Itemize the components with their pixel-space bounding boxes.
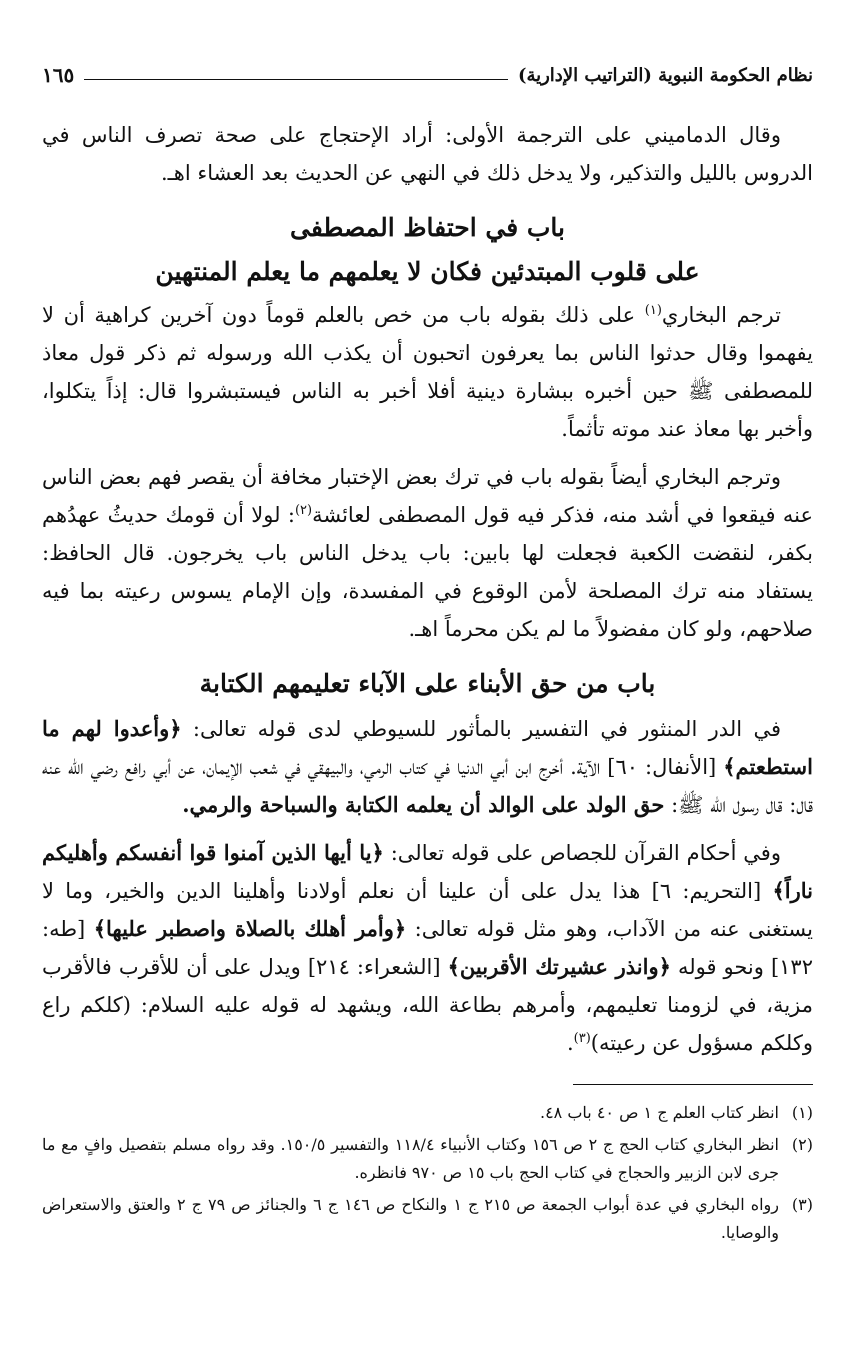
paragraph-text: على ذلك بقوله باب من خص بالعلم قوماً دون آخرين كراهية أن لا يفهموا وقال حدثوا الناس بما يعرفون اتحبون أن يكذب الله ورسوله ثم ذكر قول معاذ للمصطفى ﷺ حين أخبره ببشارة دينية أفلا أخبر به الناس فيستبشروا قال: إذاً يتكلوا، وأخبر بها معاذ عند موته تأثماً. [42, 303, 813, 441]
paragraph-text: [الشعراء: ٢١٤] ويدل على أن للأقرب فالأقرب مزية، في لزومنا تعليمهم، وأمرهم بطاعة الله، ويشهد له قوله عليه السلام: (كلكم راع وكلكم مسؤول عن رعيته) [42, 955, 813, 1055]
paragraph-durr-manthur [42, 710, 813, 824]
paragraph-text: وقال الدماميني على الترجمة الأولى: أراد الإحتجاج على صحة تصرف الناس في الدروس بالليل والتذكير، ولا يدخل ذلك في النهي عن الحديث بعد العشاء اهـ. [42, 123, 813, 185]
footnote-separator [573, 1084, 813, 1085]
paragraph-text: [التحريم: ٦] هذا يدل على أن علينا أن نعلم أولادنا وأهلينا الدين والخير، وما لا يستغنى عنه من الآداب، وهو مثل قوله تعالى: [42, 879, 813, 941]
quran-quote: ﴿وأعدوا لهم ما استطعتم﴾ [42, 716, 813, 779]
footnote-text: انظر البخاري كتاب الحج ج ٢ ص ١٥٦ وكتاب الأنبياء ١١٨/٤ والتفسير ١٥٠/٥. وقد رواه مسلم بتفصيل وافٍ مع ما جرى لابن الزبير والحجاج في كتاب الحج باب ١٥ ص ٩٧٠ فانظره. [42, 1135, 780, 1182]
footnote-2 [42, 1131, 813, 1187]
paragraph-text: في الدر المنثور في التفسير بالمأثور للسيوطي لدى قوله تعالى: [181, 717, 781, 741]
footnote-number: (٣) [791, 1195, 814, 1214]
footnote-text: رواه البخاري في عدة أبواب الجمعة ص ٢١٥ ج ١ والنكاح ص ١٤٦ ج ٦ والجنائز ص ٧٩ ج ٢ والعتق والاستعراض والوصايا. [42, 1195, 780, 1242]
footnotes [42, 1099, 813, 1247]
footnote-number: (١) [791, 1103, 813, 1122]
paragraph-text: ترجم البخاري [661, 303, 781, 327]
footnote-text: انظر كتاب العلم ج ١ ص ٤٠ باب ٤٨. [539, 1103, 779, 1122]
section-heading-line1: باب في احتفاظ المصطفى [289, 213, 566, 242]
quran-quote: ﴿يا أيها الذين آمنوا قوا أنفسكم وأهليكم ناراً﴾ [42, 840, 813, 903]
paragraph-damamini [42, 116, 813, 192]
page-number: ١٦٥ [42, 63, 75, 87]
running-title: نظام الحكومة النبوية (التراتيب الإدارية) [517, 64, 813, 86]
paragraph-text: . [566, 1031, 574, 1055]
running-header [42, 52, 813, 98]
quran-quote: ﴿وانذر عشيرتك الأقربين﴾ [447, 954, 671, 979]
section-heading-line2: على قلوب المبتدئين فكان لا يعلمهم ما يعلم المنتهين [155, 257, 700, 286]
paragraph-bukhari-2 [42, 458, 813, 648]
hadith-quote: حق الولد على الوالد أن يعلمه الكتابة والسباحة والرمي. [182, 792, 665, 817]
footnote-ref-2[interactable]: (٢) [294, 503, 313, 518]
quran-quote: ﴿وأمر أهلك بالصلاة واصطبر عليها﴾ [93, 916, 407, 941]
paragraph-text: [طه: ١٣٢] ونحو قوله [42, 917, 813, 979]
section-heading-writing: باب من حق الأبناء على الآباء تعليمهم الكتابة [199, 669, 656, 698]
footnote-3 [42, 1191, 813, 1247]
footnote-ref-1[interactable]: (١) [644, 303, 662, 318]
paragraph-text: [الأنفال: ٦٠] الآية. أخرج ابن أبي الدنيا في كتاب الرمي، والبيهقي في شعب الإيمان، عن أبي رافع رضي الله عنه قال: قال رسول الله ﷺ: [42, 755, 813, 817]
paragraph-text: وفي أحكام القرآن للجصاص على قوله تعالى: [383, 841, 781, 865]
paragraph-text: : لولا أن قومك حديثُ عهدُهم بكفر، لنقضت الكعبة فجعلت لها بابين: باب يدخل الناس باب يخرجون. قال الحافظ: يستفاد منه ترك المصلحة لأمن الوقوع في المفسدة، وإن الإمام يسوس رعيته بما فيه صلاحهم، ولو كان مفضولاً ما لم يكن محرماً اهـ. [42, 503, 813, 641]
paragraph-text: وترجم البخاري أيضاً بقوله باب في ترك بعض الإختبار مخافة أن يقصر فهم بعض الناس عنه فيقعوا في أشد منه، فذكر فيه قول المصطفى لعائشة [42, 465, 813, 527]
paragraph-bukhari-1 [42, 296, 813, 448]
footnote-number: (٢) [791, 1135, 814, 1154]
paragraph-jassas [42, 834, 813, 1062]
footnote-1 [42, 1099, 813, 1127]
footnote-ref-3[interactable]: (٣) [573, 1031, 591, 1046]
header-rule [84, 79, 508, 80]
